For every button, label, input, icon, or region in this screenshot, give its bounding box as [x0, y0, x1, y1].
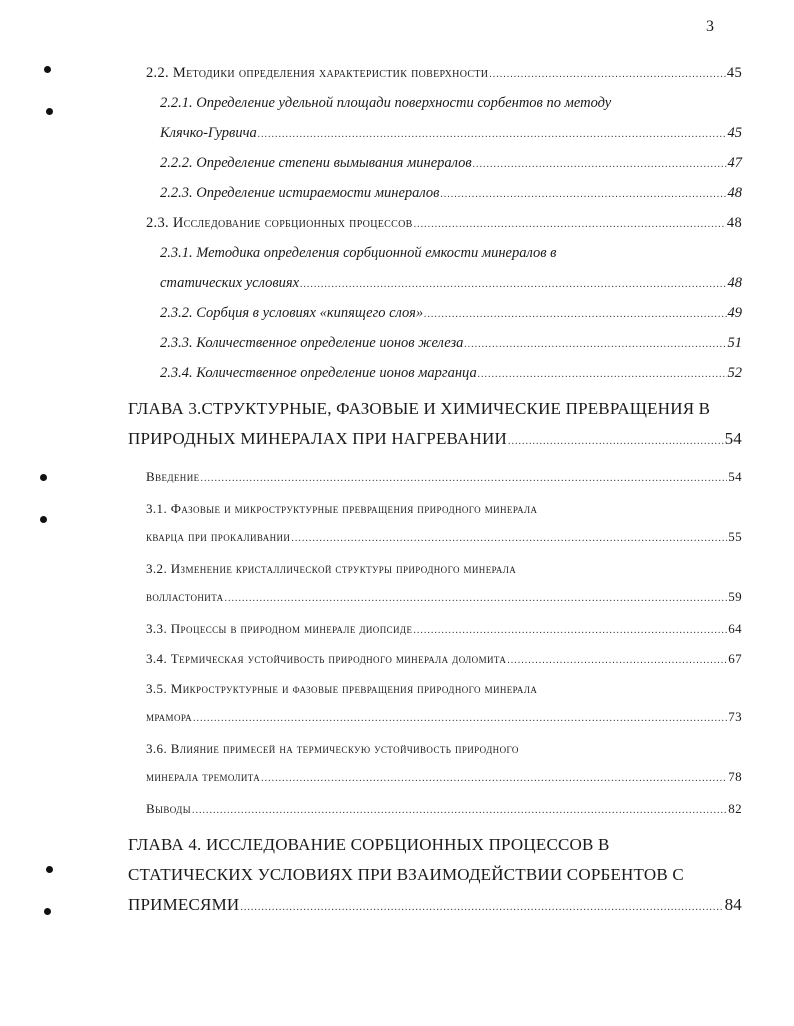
toc-entry[interactable] — [160, 362, 742, 384]
leader-dots — [414, 214, 726, 236]
toc-entry[interactable] — [160, 122, 742, 144]
leader-dots — [424, 304, 726, 326]
leader-dots — [225, 588, 728, 610]
toc-page-number: 78 — [728, 769, 742, 784]
leader-dots — [440, 184, 726, 206]
leader-dots — [258, 124, 727, 146]
toc-entry-title: ПРИМЕСЯМИ — [128, 895, 240, 914]
toc-page-number: 55 — [728, 529, 742, 544]
toc-entry[interactable] — [146, 648, 742, 670]
chapter-heading: ГЛАВА 4. ИССЛЕДОВАНИЕ СОРБЦИОННЫХ ПРОЦЕССОВ В — [128, 835, 610, 854]
toc-entry-title: статических условиях — [160, 275, 300, 291]
toc-entry-title: 3.3. Процессы в природном минерале диопсиде — [146, 621, 413, 636]
toc-page-number: 67 — [728, 651, 742, 666]
toc-entry-title: Клячко-Гурвича — [160, 125, 257, 141]
margin-dot — [46, 866, 53, 873]
toc-entry-title: минерала тремолита — [146, 769, 261, 784]
toc-entry-title: 2.3.1. Методика определения сорбционной емкости минералов в — [160, 245, 557, 261]
toc-entry[interactable] — [146, 526, 742, 548]
toc-page-number: 45 — [727, 125, 742, 141]
toc-page-number: 45 — [726, 65, 742, 81]
toc-page-number: 73 — [728, 709, 742, 724]
toc-entry[interactable] — [146, 586, 742, 608]
toc-page-number: 49 — [727, 305, 742, 321]
margin-dot — [40, 474, 47, 481]
toc-page-number: 52 — [727, 365, 742, 381]
chapter-heading: СТАТИЧЕСКИХ УСЛОВИЯХ ПРИ ВЗАИМОДЕЙСТВИИ СОРБЕНТОВ С — [128, 865, 684, 884]
toc-page-number: 51 — [727, 335, 742, 351]
toc-entry-title: 2.3. Исследование сорбционных процессов — [146, 215, 413, 231]
toc-entry-title: Введение — [146, 469, 200, 484]
toc-entry[interactable] — [146, 466, 742, 488]
toc-page-number: 48 — [726, 215, 742, 231]
leader-dots — [464, 334, 726, 356]
toc-entry-title: 3.5. Микроструктурные и фазовые превращения природного минерала — [146, 681, 538, 696]
toc-entry-title: 2.3.4. Количественное определение ионов марганца — [160, 365, 477, 381]
toc-page-number: 59 — [728, 589, 742, 604]
toc-entry[interactable] — [160, 302, 742, 324]
leader-dots — [489, 64, 726, 86]
chapter-heading: ГЛАВА 3.СТРУКТУРНЫЕ, ФАЗОВЫЕ И ХИМИЧЕСКИЕ ПРЕВРАЩЕНИЯ В — [128, 399, 711, 418]
toc-entry-title: 3.1. Фазовые и микроструктурные превращения природного минерала — [146, 501, 538, 516]
toc-page-number: 48 — [727, 275, 742, 291]
margin-dot — [44, 908, 51, 915]
toc-entry[interactable] — [146, 62, 742, 84]
toc-entry-title: 3.2. Изменение кристаллической структуры природного минерала — [146, 561, 517, 576]
toc-entry[interactable] — [146, 706, 742, 728]
toc-entry[interactable] — [160, 272, 742, 294]
toc-entry-title: Выводы — [146, 801, 191, 816]
margin-dot — [40, 516, 47, 523]
toc-entry-title: мрамора — [146, 709, 193, 724]
leader-dots — [478, 364, 727, 386]
toc-entry[interactable] — [146, 212, 742, 234]
toc-page-number: 48 — [727, 185, 742, 201]
leader-dots — [261, 768, 727, 790]
toc-page-number: 47 — [727, 155, 742, 171]
leader-dots — [507, 650, 727, 672]
toc-page-number: 64 — [728, 621, 742, 636]
toc-entry[interactable] — [128, 894, 742, 916]
toc-entry-title: 2.2. Методики определения характеристик поверхности — [146, 65, 489, 81]
toc-entry-title: кварца при прокаливании — [146, 529, 291, 544]
toc-entry-title: 2.3.2. Сорбция в условиях «кипящего слоя» — [160, 305, 424, 321]
toc-entry[interactable] — [160, 182, 742, 204]
toc-page-number: 54 — [724, 429, 742, 448]
toc-entry-title: 3.6. Влияние примесей на термическую устойчивость природного — [146, 741, 519, 756]
toc-page-number: 82 — [728, 801, 742, 816]
leader-dots — [201, 468, 728, 490]
margin-dot — [46, 108, 53, 115]
leader-dots — [291, 528, 727, 550]
toc-entry-title: 2.2.3. Определение истираемости минералов — [160, 185, 440, 201]
page-number: 3 — [706, 18, 714, 35]
toc-entry-title: ПРИРОДНЫХ МИНЕРАЛАХ ПРИ НАГРЕВАНИИ — [128, 429, 507, 448]
leader-dots — [508, 431, 724, 453]
toc-entry[interactable] — [146, 618, 742, 640]
toc-entry[interactable] — [160, 332, 742, 354]
leader-dots — [473, 154, 727, 176]
toc-entry[interactable] — [146, 798, 742, 820]
toc-entry[interactable] — [146, 766, 742, 788]
toc-entry-title: 2.3.3. Количественное определение ионов железа — [160, 335, 464, 351]
leader-dots — [240, 897, 723, 919]
toc-page-number: 84 — [724, 895, 742, 914]
toc-entry[interactable] — [160, 152, 742, 174]
toc-entry[interactable] — [128, 428, 742, 450]
leader-dots — [193, 708, 727, 730]
margin-dot — [44, 66, 51, 73]
toc-entry-title: 3.4. Термическая устойчивость природного минерала доломита — [146, 651, 507, 666]
leader-dots — [300, 274, 726, 296]
toc-entry-title: 2.2.2. Определение степени вымывания минералов — [160, 155, 472, 171]
leader-dots — [413, 620, 727, 642]
toc-entry-title: 2.2.1. Определение удельной площади поверхности сорбентов по методу — [160, 95, 612, 111]
toc-page-number: 54 — [728, 469, 742, 484]
toc-entry-title: волластонита — [146, 589, 224, 604]
leader-dots — [192, 800, 727, 822]
